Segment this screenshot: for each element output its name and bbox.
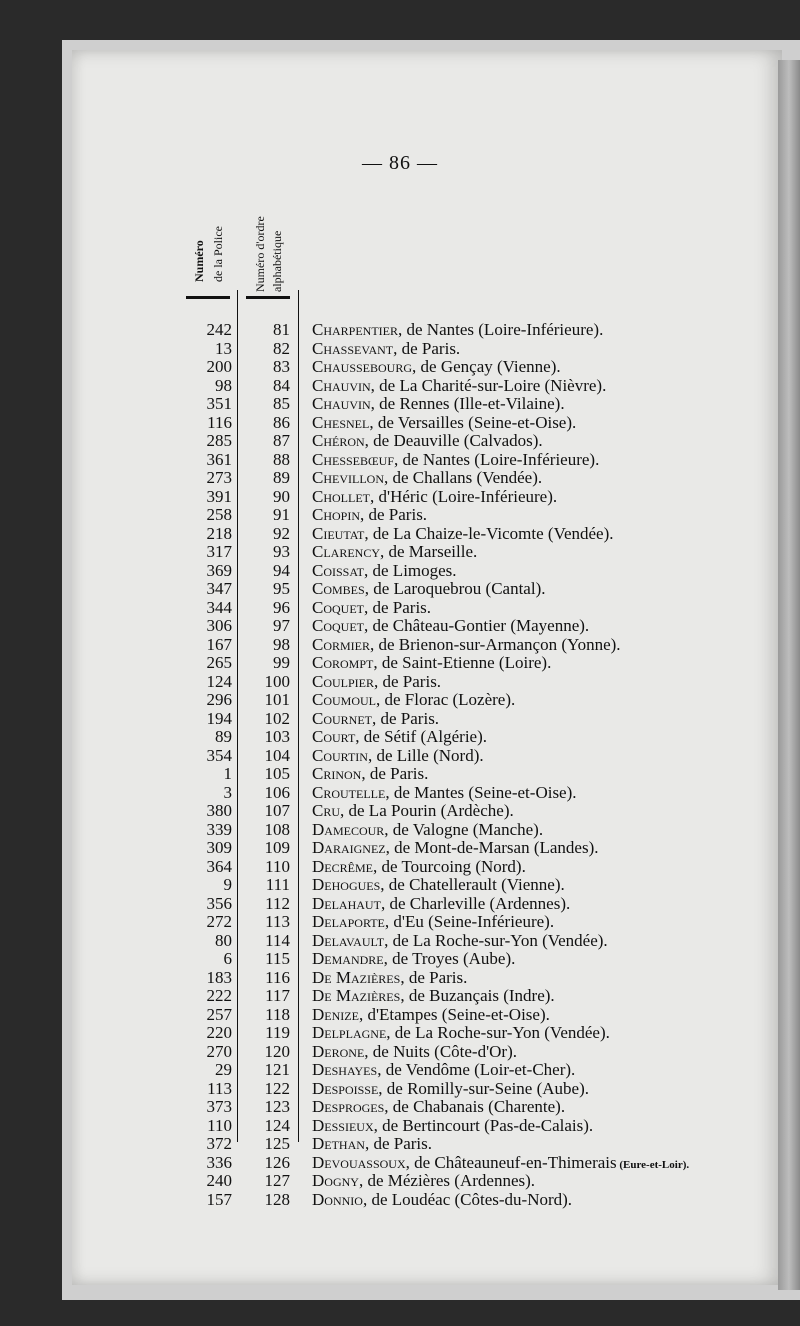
entry-text bbox=[312, 1117, 593, 1136]
entry-text bbox=[312, 580, 545, 599]
entry-name: Desproges bbox=[312, 1097, 385, 1116]
order-number: 84 bbox=[273, 375, 290, 395]
order-number: 87 bbox=[273, 431, 290, 450]
entry-text bbox=[312, 377, 606, 396]
order-number: 117 bbox=[265, 986, 290, 1005]
table-row bbox=[0, 1172, 800, 1191]
table-row bbox=[0, 784, 800, 803]
table-row bbox=[0, 821, 800, 840]
order-number: 123 bbox=[264, 1097, 290, 1116]
entry-text bbox=[312, 802, 514, 821]
entry-text bbox=[312, 358, 561, 377]
table-row bbox=[0, 913, 800, 932]
entry-name: Chauvin bbox=[312, 375, 371, 395]
table-row bbox=[0, 488, 800, 507]
table-row bbox=[0, 1098, 800, 1117]
entry-text bbox=[312, 617, 589, 636]
order-number: 110 bbox=[265, 856, 290, 876]
entry-name: Cru bbox=[312, 801, 341, 820]
police-number: 258 bbox=[206, 505, 232, 524]
entry-name: De Mazières bbox=[312, 986, 401, 1005]
order-number: 109 bbox=[264, 838, 290, 857]
entry-place: , de Florac (Lozère). bbox=[376, 690, 516, 709]
entry-name: Combes bbox=[312, 579, 365, 598]
police-number: 373 bbox=[206, 1097, 232, 1116]
entry-place: , de Paris. bbox=[364, 597, 432, 617]
order-number: 111 bbox=[265, 875, 290, 894]
entry-place: , de Mont-de-Marsan (Landes). bbox=[385, 838, 599, 857]
table-row bbox=[0, 802, 800, 821]
entry-name: Denize bbox=[312, 1004, 359, 1024]
entry-place: , de Laroquebrou (Cantal). bbox=[364, 579, 546, 598]
police-number: 257 bbox=[206, 1004, 232, 1024]
header-rule-police bbox=[186, 296, 230, 299]
order-number: 103 bbox=[264, 727, 290, 746]
entry-place: , de Bertincourt (Pas-de-Calais). bbox=[373, 1115, 594, 1135]
table-row bbox=[0, 377, 800, 396]
police-number: 309 bbox=[206, 838, 232, 857]
order-number: 119 bbox=[265, 1023, 290, 1042]
entry-text bbox=[312, 821, 543, 840]
entry-place: , de Châteauneuf-en-Thimerais bbox=[405, 1152, 617, 1172]
entry-name: Delavault bbox=[312, 930, 385, 950]
order-number: 102 bbox=[264, 708, 290, 728]
header-ordre-line1: Numéro d'ordre bbox=[253, 216, 267, 292]
police-number: 354 bbox=[206, 745, 232, 765]
entry-place: , de Mézières (Ardennes). bbox=[358, 1171, 536, 1190]
table-row bbox=[0, 414, 800, 433]
entry-name: De Mazières bbox=[312, 967, 401, 987]
entry-text bbox=[312, 1080, 589, 1099]
table-row bbox=[0, 1043, 800, 1062]
table-row bbox=[0, 895, 800, 914]
entry-text bbox=[312, 432, 543, 451]
entry-text bbox=[312, 747, 484, 766]
order-number: 105 bbox=[264, 764, 290, 783]
entry-place: , de Paris. bbox=[364, 1134, 432, 1153]
police-number: 6 bbox=[223, 949, 232, 968]
entry-name: Chopin bbox=[312, 505, 361, 524]
entry-text bbox=[312, 765, 428, 784]
entry-name: Delaporte bbox=[312, 912, 385, 931]
entry-place: , d'Eu (Seine-Inférieure). bbox=[384, 912, 555, 931]
entry-text bbox=[312, 525, 614, 544]
entry-name: Donnio bbox=[312, 1189, 363, 1209]
police-number: 306 bbox=[206, 616, 232, 635]
order-number: 125 bbox=[264, 1134, 290, 1153]
police-number: 222 bbox=[206, 986, 232, 1005]
table-row bbox=[0, 691, 800, 710]
entry-text bbox=[312, 414, 576, 433]
entry-text bbox=[312, 987, 555, 1006]
police-number: 220 bbox=[206, 1023, 232, 1042]
table-row bbox=[0, 876, 800, 895]
entry-place: , de Paris. bbox=[372, 708, 440, 728]
order-number: 126 bbox=[264, 1152, 290, 1172]
entry-name: Dethan bbox=[312, 1134, 365, 1153]
table-row bbox=[0, 580, 800, 599]
order-number: 128 bbox=[264, 1189, 290, 1209]
table-row bbox=[0, 1080, 800, 1099]
table-row bbox=[0, 562, 800, 581]
entry-place: , de Buzançais (Indre). bbox=[400, 986, 555, 1005]
entry-place: , de La Charité-sur-Loire (Nièvre). bbox=[370, 375, 607, 395]
entry-text bbox=[312, 1191, 572, 1210]
table-row bbox=[0, 1154, 800, 1173]
order-number: 90 bbox=[273, 486, 290, 506]
entry-name: Cieutat bbox=[312, 523, 365, 543]
entry-place: , de La Pourin (Ardèche). bbox=[340, 801, 514, 820]
police-number: 116 bbox=[207, 412, 232, 432]
order-number: 97 bbox=[273, 616, 290, 635]
police-number: 361 bbox=[206, 449, 232, 469]
police-number: 3 bbox=[223, 782, 232, 802]
entry-name: Croutelle bbox=[312, 782, 386, 802]
entry-name: Charpentier bbox=[312, 320, 399, 339]
entry-place: , de Chatellerault (Vienne). bbox=[380, 875, 565, 894]
entry-name: Coquet bbox=[312, 597, 364, 617]
entry-place: , de Deauville (Calvados). bbox=[364, 431, 543, 450]
entry-name: Decrême bbox=[312, 856, 373, 876]
table-row bbox=[0, 858, 800, 877]
entry-place: , de Troyes (Aube). bbox=[383, 949, 516, 968]
entry-place: , de Nantes (Loire-Inférieure). bbox=[398, 320, 604, 339]
entry-text bbox=[312, 913, 554, 932]
entry-place: , d'Etampes (Seine-et-Oise). bbox=[358, 1004, 550, 1024]
table-row bbox=[0, 747, 800, 766]
police-number: 1 bbox=[223, 764, 232, 783]
police-number: 317 bbox=[206, 542, 232, 561]
entry-name: Chesnel bbox=[312, 412, 370, 432]
entry-place: , de Romilly-sur-Seine (Aube). bbox=[378, 1078, 589, 1098]
entry-place: , de Paris. bbox=[393, 338, 461, 358]
order-number: 108 bbox=[264, 819, 290, 839]
entry-name: Coissat bbox=[312, 560, 365, 580]
table-row bbox=[0, 636, 800, 655]
entry-place: , de Challans (Vendée). bbox=[384, 468, 543, 487]
entry-name: Daraignez bbox=[312, 838, 386, 857]
entry-text bbox=[312, 451, 599, 470]
order-number: 88 bbox=[273, 449, 290, 469]
entry-name: Corompt bbox=[312, 653, 374, 672]
order-number: 101 bbox=[264, 690, 290, 709]
entry-text bbox=[312, 506, 427, 525]
table-row bbox=[0, 710, 800, 729]
entry-place: , de Charleville (Ardennes). bbox=[380, 893, 571, 913]
order-number: 81 bbox=[273, 320, 290, 339]
entry-name: Chéron bbox=[312, 431, 365, 450]
police-number: 200 bbox=[206, 357, 232, 376]
entry-place: , de Chabanais (Charente). bbox=[384, 1097, 566, 1116]
entry-text bbox=[312, 1135, 432, 1154]
entry-place: , de Château-Gontier (Mayenne). bbox=[364, 616, 590, 635]
order-number: 127 bbox=[264, 1171, 290, 1190]
entry-text bbox=[312, 839, 599, 858]
entry-text bbox=[312, 340, 460, 359]
entry-place: , de Tourcoing (Nord). bbox=[372, 856, 526, 876]
header-rule-ordre bbox=[246, 296, 290, 299]
order-number: 93 bbox=[273, 542, 290, 561]
entry-text bbox=[312, 321, 603, 340]
table-row bbox=[0, 673, 800, 692]
table-row bbox=[0, 1117, 800, 1136]
entry-place: , de Saint-Etienne (Loire). bbox=[373, 653, 552, 672]
police-number: 339 bbox=[206, 819, 232, 839]
entry-place: , de Loudéac (Côtes-du-Nord). bbox=[362, 1189, 573, 1209]
entry-name: Crinon bbox=[312, 764, 362, 783]
entry-name: Coquet bbox=[312, 616, 364, 635]
police-number: 351 bbox=[206, 394, 232, 413]
police-number: 183 bbox=[206, 967, 232, 987]
entry-name: Dehogues bbox=[312, 875, 381, 894]
order-number: 89 bbox=[273, 468, 290, 487]
police-number: 9 bbox=[223, 875, 232, 894]
entry-text bbox=[312, 1061, 575, 1080]
page-number: — 86 — bbox=[362, 152, 438, 174]
entry-text bbox=[312, 1006, 550, 1025]
entry-place: , de Paris. bbox=[400, 967, 468, 987]
order-number: 120 bbox=[264, 1041, 290, 1061]
entry-place: , de La Chaize-le-Vicomte (Vendée). bbox=[364, 523, 614, 543]
order-number: 107 bbox=[264, 801, 290, 820]
table-row bbox=[0, 1135, 800, 1154]
entry-place: , de Limoges. bbox=[364, 560, 457, 580]
entry-text bbox=[312, 876, 565, 895]
order-number: 98 bbox=[273, 634, 290, 654]
police-number: 372 bbox=[206, 1134, 232, 1153]
table-row bbox=[0, 839, 800, 858]
police-number: 98 bbox=[215, 375, 232, 395]
table-row bbox=[0, 765, 800, 784]
order-number: 85 bbox=[273, 394, 290, 413]
entry-place: , de Paris. bbox=[361, 764, 429, 783]
entry-name: Chevillon bbox=[312, 468, 384, 487]
order-number: 116 bbox=[265, 967, 290, 987]
table-row bbox=[0, 1024, 800, 1043]
police-number: 89 bbox=[215, 727, 232, 746]
entry-place: , de Rennes (Ille-et-Vilaine). bbox=[370, 394, 565, 413]
police-number: 380 bbox=[206, 801, 232, 820]
header-police-line1: Numéro bbox=[192, 240, 206, 282]
entry-text bbox=[312, 969, 467, 988]
entry-name: Demandre bbox=[312, 949, 384, 968]
header-police-line2: de la Police bbox=[211, 226, 225, 282]
police-number: 391 bbox=[206, 486, 232, 506]
police-number: 272 bbox=[206, 912, 232, 931]
table-row bbox=[0, 451, 800, 470]
entry-text bbox=[312, 599, 431, 618]
police-number: 296 bbox=[206, 690, 232, 709]
police-number: 270 bbox=[206, 1041, 232, 1061]
entry-text bbox=[312, 784, 577, 803]
table-row bbox=[0, 1061, 800, 1080]
entry-name: Chauvin bbox=[312, 394, 371, 413]
order-number: 122 bbox=[264, 1078, 290, 1098]
entry-name: Cournet bbox=[312, 708, 373, 728]
table-row bbox=[0, 525, 800, 544]
order-number: 121 bbox=[264, 1060, 290, 1079]
table-row bbox=[0, 321, 800, 340]
order-number: 99 bbox=[273, 653, 290, 672]
entry-name: Chollet bbox=[312, 486, 370, 506]
order-number: 113 bbox=[265, 912, 290, 931]
table-row bbox=[0, 469, 800, 488]
entry-text bbox=[312, 895, 570, 914]
table-row bbox=[0, 358, 800, 377]
entry-name: Clarency bbox=[312, 542, 381, 561]
order-number: 91 bbox=[273, 505, 290, 524]
table-row bbox=[0, 969, 800, 988]
entry-name: Chassevant bbox=[312, 338, 394, 358]
entry-place: , de Vendôme (Loir-et-Cher). bbox=[377, 1060, 576, 1079]
police-number: 29 bbox=[215, 1060, 232, 1079]
police-number: 356 bbox=[206, 893, 232, 913]
entry-text bbox=[312, 673, 441, 692]
entry-name: Chaussebourg bbox=[312, 357, 413, 376]
entry-text bbox=[312, 1172, 535, 1191]
entry-text bbox=[312, 1024, 610, 1043]
entry-text bbox=[312, 1043, 517, 1062]
entry-name: Devouassoux bbox=[312, 1152, 406, 1172]
entry-name: Dessieux bbox=[312, 1115, 374, 1135]
entry-place: , de Brienon-sur-Armançon (Yonne). bbox=[370, 634, 621, 654]
police-number: 13 bbox=[215, 338, 232, 358]
police-number: 347 bbox=[206, 579, 232, 598]
police-number: 167 bbox=[206, 634, 232, 654]
table-row bbox=[0, 543, 800, 562]
table-row bbox=[0, 654, 800, 673]
entry-name: Court bbox=[312, 727, 356, 746]
table-row bbox=[0, 987, 800, 1006]
police-number: 194 bbox=[206, 708, 232, 728]
entry-name: Cormier bbox=[312, 634, 371, 654]
table-row bbox=[0, 728, 800, 747]
police-number: 157 bbox=[206, 1189, 232, 1209]
order-number: 95 bbox=[273, 579, 290, 598]
entry-name: Derone bbox=[312, 1041, 365, 1061]
order-number: 118 bbox=[265, 1004, 290, 1024]
order-number: 83 bbox=[273, 357, 290, 376]
entry-name: Deshayes bbox=[312, 1060, 378, 1079]
order-number: 100 bbox=[264, 671, 290, 691]
order-number: 94 bbox=[273, 560, 290, 580]
entry-text bbox=[312, 728, 487, 747]
entry-name: Delahaut bbox=[312, 893, 381, 913]
police-number: 364 bbox=[206, 856, 232, 876]
police-number: 218 bbox=[206, 523, 232, 543]
entry-place: , de Versailles (Seine-et-Oise). bbox=[369, 412, 577, 432]
police-number: 240 bbox=[206, 1171, 232, 1190]
police-number: 344 bbox=[206, 597, 232, 617]
order-number: 104 bbox=[264, 745, 290, 765]
header-ordre-line2: alphabétique bbox=[270, 230, 284, 292]
police-number: 369 bbox=[206, 560, 232, 580]
entry-department: (Eure-et-Loir). bbox=[616, 1158, 690, 1171]
entry-name: Delplagne bbox=[312, 1023, 387, 1042]
police-number: 80 bbox=[215, 930, 232, 950]
entry-name: Damecour bbox=[312, 819, 385, 839]
entry-place: , de Paris. bbox=[360, 505, 428, 524]
entry-text bbox=[312, 543, 477, 562]
entry-place: , de La Roche-sur-Yon (Vendée). bbox=[384, 930, 608, 950]
entry-name: Chessebœuf bbox=[312, 449, 395, 469]
order-number: 96 bbox=[273, 597, 290, 617]
order-number: 86 bbox=[273, 412, 290, 432]
police-number: 124 bbox=[206, 671, 232, 691]
entry-text bbox=[312, 710, 439, 729]
entry-place: , de Valogne (Manche). bbox=[384, 819, 544, 839]
police-number: 336 bbox=[206, 1152, 232, 1172]
entry-text bbox=[312, 395, 565, 414]
order-number: 112 bbox=[265, 893, 290, 913]
table-row bbox=[0, 506, 800, 525]
police-number: 242 bbox=[206, 320, 232, 339]
entry-name: Coumoul bbox=[312, 690, 377, 709]
entry-place: , de Gençay (Vienne). bbox=[412, 357, 561, 376]
police-number: 265 bbox=[206, 653, 232, 672]
police-number: 110 bbox=[207, 1115, 232, 1135]
entry-text bbox=[312, 562, 457, 581]
entry-place: , de La Roche-sur-Yon (Vendée). bbox=[386, 1023, 610, 1042]
entry-text bbox=[312, 691, 515, 710]
entry-place: , de Nuits (Côte-d'Or). bbox=[364, 1041, 518, 1061]
table-row bbox=[0, 932, 800, 951]
entry-place: , de Marseille. bbox=[380, 542, 478, 561]
entry-name: Dogny bbox=[312, 1171, 359, 1190]
entry-name: Despoisse bbox=[312, 1078, 379, 1098]
table-row bbox=[0, 1191, 800, 1210]
order-number: 124 bbox=[264, 1115, 290, 1135]
table-row bbox=[0, 950, 800, 969]
table-row bbox=[0, 432, 800, 451]
order-number: 92 bbox=[273, 523, 290, 543]
entry-place: , de Sétif (Algérie). bbox=[355, 727, 487, 746]
order-number: 106 bbox=[264, 782, 290, 802]
entry-name: Coulpier bbox=[312, 671, 375, 691]
entry-name: Courtin bbox=[312, 745, 368, 765]
entry-place: , de Paris. bbox=[374, 671, 442, 691]
police-number: 113 bbox=[207, 1078, 232, 1098]
entry-text bbox=[312, 932, 608, 951]
entry-text bbox=[312, 636, 621, 655]
police-number: 273 bbox=[206, 468, 232, 487]
entry-place: , de Mantes (Seine-et-Oise). bbox=[385, 782, 577, 802]
entry-place: , de Nantes (Loire-Inférieure). bbox=[394, 449, 600, 469]
entry-text bbox=[312, 469, 542, 488]
table-row bbox=[0, 395, 800, 414]
entry-text bbox=[312, 654, 551, 673]
entries-table bbox=[0, 321, 800, 1209]
order-number: 82 bbox=[273, 338, 290, 358]
table-row bbox=[0, 617, 800, 636]
table-row bbox=[0, 340, 800, 359]
entry-place: , d'Héric (Loire-Inférieure). bbox=[370, 486, 558, 506]
entry-place: , de Lille (Nord). bbox=[367, 745, 484, 765]
entry-text bbox=[312, 488, 557, 507]
order-number: 115 bbox=[265, 949, 290, 968]
table-row bbox=[0, 599, 800, 618]
entry-text bbox=[312, 1098, 565, 1117]
order-number: 114 bbox=[265, 930, 290, 950]
police-number: 285 bbox=[206, 431, 232, 450]
table-row bbox=[0, 1006, 800, 1025]
entry-text bbox=[312, 950, 515, 969]
entry-text bbox=[312, 858, 526, 877]
